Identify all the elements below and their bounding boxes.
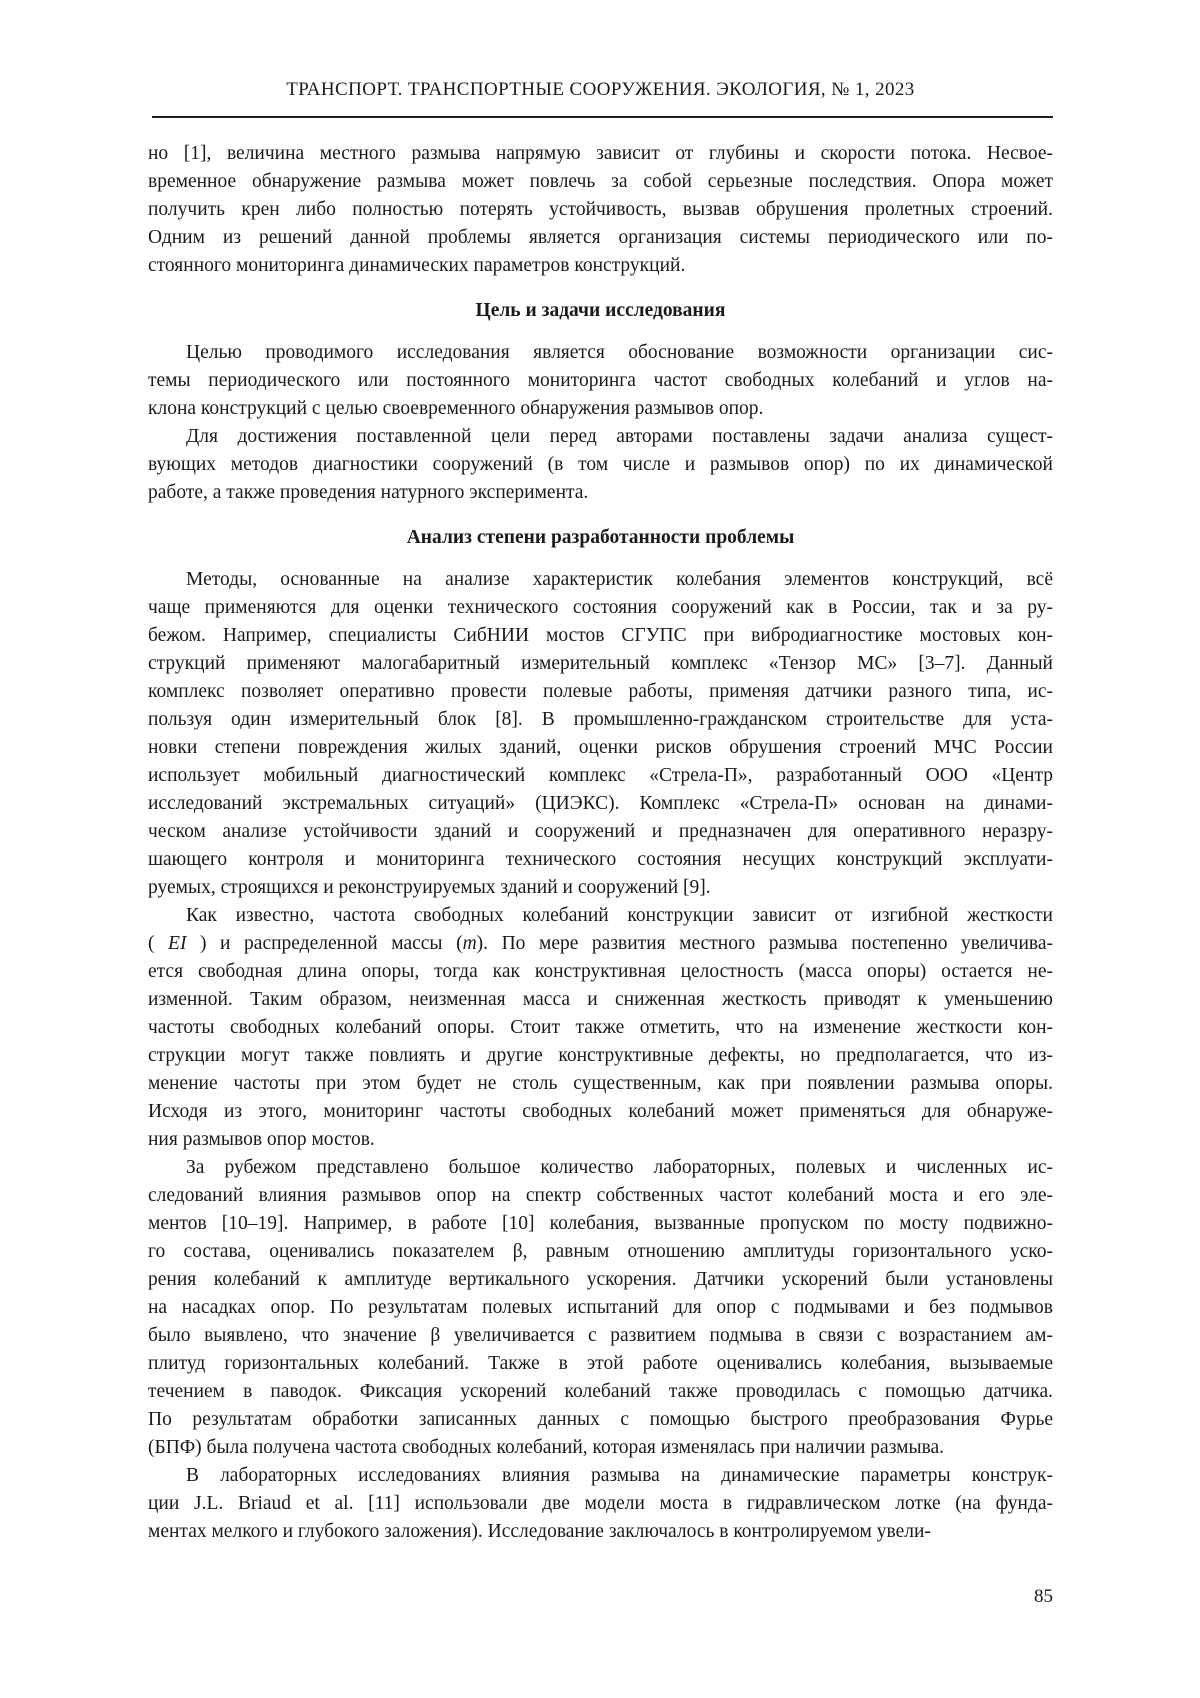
text-line: ния размывов опор мостов. <box>148 1129 375 1150</box>
section-heading: Цель и задачи исследования <box>475 300 726 321</box>
text-line: ментах мелкого и глубокого заложения). Исследование заключалось в контролируемом увели- <box>148 1521 931 1542</box>
text-line: Методы, основанные на анализе характеристик колебания элементов конструкций, всё <box>186 569 1053 590</box>
text-line: ментов [10–19]. Например, в работе [10] колебания, вызванные пропуском по мосту подвижно- <box>148 1213 1053 1234</box>
text-line: темы периодического или постоянного мониторинга частот свободных колебаний и углов на- <box>148 370 1053 391</box>
text-line: руемых, строящихся и реконструируемых зданий и сооружений [9]. <box>148 877 711 898</box>
text-line: работе, а также проведения натурного эксперимента. <box>148 482 589 503</box>
text-line: ческом анализе устойчивости зданий и сооружений и предназначен для оперативного неразру- <box>148 821 1053 842</box>
text-line: комплекс позволяет оперативно провести полевые работы, применяя датчики разного типа, ис- <box>148 681 1053 702</box>
text-line: ( EI ) и распределенной массы (m). По мере развития местного размыва постепенно увеличива- <box>148 933 1054 954</box>
header-rule <box>152 116 1053 118</box>
text-line: на насадках опор. По результатам полевых испытаний для опор с подмывами и без подмывов <box>148 1297 1053 1318</box>
page-number: 85 <box>1034 1586 1053 1607</box>
text-line: Целью проводимого исследования является обоснование возможности организации сис- <box>186 342 1053 363</box>
text-line: струкции могут также повлиять и другие конструктивные дефекты, но предполагается, что из- <box>148 1045 1053 1066</box>
text-line: бежом. Например, специалисты СибНИИ мостов СГУПС при вибродиагностике мостовых кон- <box>148 625 1053 646</box>
text-line: клона конструкций с целью своевременного обнаружения размывов опор. <box>148 398 764 419</box>
journal-header-title: ТРАНСПОРТ. ТРАНСПОРТНЫЕ СООРУЖЕНИЯ. ЭКОЛОГИЯ, № 1, 2023 <box>286 79 915 100</box>
paragraph <box>148 1462 1053 1546</box>
text-line: но [1], величина местного размыва напрямую зависит от глубины и скорости потока. Несвое- <box>148 143 1053 164</box>
text-line: чаще применяются для оценки технического состояния сооружений как в России, так и за ру- <box>148 597 1053 618</box>
paragraph <box>148 566 1053 902</box>
text-line: пользуя один измерительный блок [8]. В промышленно-гражданском строительстве для уста- <box>148 709 1053 730</box>
text-line: шающего контроля и мониторинга технического состояния несущих конструкций эксплуати- <box>148 849 1053 870</box>
text-line: использует мобильный диагностический комплекс «Стрела-П», разработанный ООО «Центр <box>148 765 1053 786</box>
text-line: Одним из решений данной проблемы является организация системы периодического или по- <box>148 227 1053 248</box>
page-body <box>148 140 1053 1546</box>
text-line: новки степени повреждения жилых зданий, оценки рисков обрушения строений МЧС России <box>148 737 1053 758</box>
text-line: вующих методов диагностики сооружений (в том числе и размывов опор) по их динамической <box>148 454 1053 475</box>
text-line: плитуд горизонтальных колебаний. Также в этой работе оценивались колебания, вызываемые <box>148 1353 1053 1374</box>
text-line: За рубежом представлено большое количество лабораторных, полевых и численных ис- <box>186 1157 1053 1178</box>
text-line: получить крен либо полностью потерять устойчивость, вызвав обрушения пролетных строений. <box>148 199 1053 220</box>
text-line: Исходя из этого, мониторинг частоты свободных колебаний может применяться для обнаруже- <box>148 1101 1053 1122</box>
text-line: Как известно, частота свободных колебаний конструкции зависит от изгибной жесткости <box>186 905 1053 926</box>
text-line: (БПФ) была получена частота свободных колебаний, которая изменялась при наличии размыва. <box>148 1437 945 1458</box>
text-line: частоты свободных колебаний опоры. Стоит также отметить, что на изменение жесткости кон- <box>148 1017 1053 1038</box>
text-line: стоянного мониторинга динамических параметров конструкций. <box>148 255 686 276</box>
paragraph <box>148 423 1053 507</box>
text-line: В лабораторных исследованиях влияния размыва на динамические параметры конструк- <box>186 1465 1053 1486</box>
paragraph <box>148 140 1053 280</box>
text-line: было выявлено, что значение β увеличивается с развитием подмыва в связи с возрастанием ам- <box>148 1325 1053 1346</box>
text-line: ется свободная длина опоры, тогда как конструктивная целостность (масса опоры) остается не- <box>148 961 1053 982</box>
text-line: исследований экстремальных ситуаций» (ЦИЭКС). Комплекс «Стрела-П» основан на динами- <box>148 793 1053 814</box>
paragraph <box>148 1154 1053 1462</box>
text-line: течением в паводок. Фиксация ускорений колебаний также проводилась с помощью датчика. <box>148 1381 1053 1402</box>
text-line: го состава, оценивались показателем β, равным отношению амплитуды горизонтального уско- <box>148 1241 1053 1262</box>
text-line: следований влияния размывов опор на спектр собственных частот колебаний моста и его эле- <box>148 1185 1053 1206</box>
text-line: По результатам обработки записанных данных с помощью быстрого преобразования Фурье <box>148 1409 1053 1430</box>
text-line: изменной. Таким образом, неизменная масса и сниженная жесткость приводят к уменьшению <box>148 989 1053 1010</box>
text-line: менение частоты при этом будет не столь существенным, как при появлении размыва опоры. <box>148 1073 1053 1094</box>
section-heading: Анализ степени разработанности проблемы <box>406 527 795 548</box>
text-line: Для достижения поставленной цели перед авторами поставлены задачи анализа сущест- <box>186 426 1053 447</box>
paragraph <box>148 339 1053 423</box>
text-line: рения колебаний к амплитуде вертикального ускорения. Датчики ускорений были установлены <box>148 1269 1053 1290</box>
text-line: струкций применяют малогабаритный измерительный комплекс «Тензор МС» [3–7]. Данный <box>148 653 1053 674</box>
text-line: временное обнаружение размыва может повлечь за собой серьезные последствия. Опора может <box>148 171 1053 192</box>
text-line: ции J.L. Briaud et al. [11] использовали две модели моста в гидравлическом лотке (на фунда- <box>148 1493 1053 1514</box>
paragraph <box>148 902 1053 1154</box>
